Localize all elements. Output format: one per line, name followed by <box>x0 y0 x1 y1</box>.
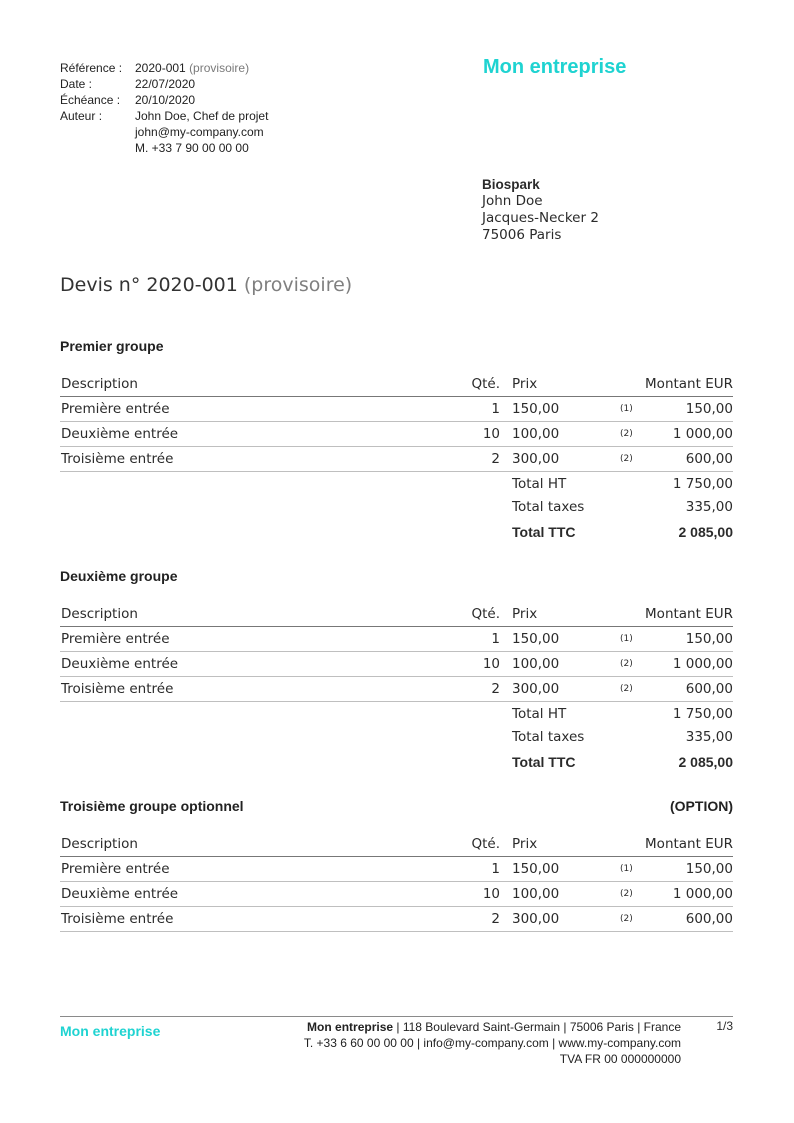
total-ttc-value: 2 085,00 <box>678 524 733 540</box>
page-footer <box>60 1016 733 1066</box>
group-header <box>60 798 733 818</box>
item-description: Deuxième entrée <box>61 886 179 902</box>
total-ht-label: Total HT <box>512 475 567 492</box>
company-logo-text: Mon entreprise <box>483 56 627 78</box>
total-ht-label: Total HT <box>512 705 567 722</box>
total-ttc-value: 2 085,00 <box>678 754 733 770</box>
item-tax-note: (2) <box>620 914 633 924</box>
item-price: 100,00 <box>512 656 560 672</box>
table-row <box>60 397 733 422</box>
item-amount: 1 000,00 <box>672 426 733 442</box>
col-description: Description <box>61 606 138 622</box>
footer-vat: TVA FR 00 000000000 <box>559 1052 681 1066</box>
item-qty: 10 <box>482 426 500 442</box>
group-header <box>60 568 733 588</box>
author-label: Auteur : <box>60 109 103 123</box>
item-qty: 2 <box>491 451 500 467</box>
items-table <box>60 832 733 932</box>
reference-number: 2020-001 <box>135 61 186 75</box>
total-ht-row <box>60 472 733 495</box>
total-ht-value: 1 750,00 <box>672 705 733 722</box>
due-value: 20/10/2020 <box>135 93 196 107</box>
col-qty: Qté. <box>471 606 500 622</box>
meta-author-row <box>60 108 268 156</box>
col-description: Description <box>61 836 138 852</box>
table-row <box>60 627 733 652</box>
item-tax-note: (1) <box>620 404 633 414</box>
col-price: Prix <box>512 376 538 392</box>
total-tax-value: 335,00 <box>685 728 733 745</box>
document-title <box>60 274 352 296</box>
col-description: Description <box>61 376 138 392</box>
document-meta <box>60 60 268 156</box>
option-badge: (OPTION) <box>670 798 733 814</box>
footer-company-info <box>304 1019 681 1067</box>
total-ttc-row <box>60 518 733 546</box>
item-amount: 1 000,00 <box>672 886 733 902</box>
table-row <box>60 907 733 932</box>
reference-label: Référence : <box>60 61 123 75</box>
group-title: Troisième groupe optionnel <box>60 798 244 814</box>
client-street: Jacques-Necker 2 <box>482 210 599 226</box>
col-qty: Qté. <box>471 836 500 852</box>
item-tax-note: (1) <box>620 864 633 874</box>
item-description: Première entrée <box>61 401 170 417</box>
date-value: 22/07/2020 <box>135 77 196 91</box>
item-amount: 600,00 <box>685 451 733 467</box>
items-table <box>60 372 733 546</box>
table-header-row <box>60 372 733 397</box>
item-amount: 150,00 <box>685 861 733 877</box>
footer-brand: Mon entreprise <box>60 1023 161 1039</box>
total-ttc-label: Total TTC <box>512 524 576 540</box>
item-qty: 10 <box>482 656 500 672</box>
total-tax-row <box>60 495 733 518</box>
total-tax-value: 335,00 <box>685 498 733 515</box>
item-tax-note: (2) <box>620 684 633 694</box>
item-description: Troisième entrée <box>61 451 174 467</box>
item-price: 150,00 <box>512 861 560 877</box>
due-label: Échéance : <box>60 93 121 107</box>
table-header-row <box>60 602 733 627</box>
item-qty: 2 <box>491 681 500 697</box>
item-description: Première entrée <box>61 631 170 647</box>
meta-due-row <box>60 92 268 108</box>
col-price: Prix <box>512 836 538 852</box>
table-row <box>60 857 733 882</box>
meta-reference-row <box>60 60 268 76</box>
table-row <box>60 447 733 472</box>
footer-company-name: Mon entreprise <box>307 1020 394 1034</box>
page-number: 1/3 <box>716 1019 733 1033</box>
author-phone: M. +33 7 90 00 00 00 <box>135 141 249 155</box>
item-price: 300,00 <box>512 911 560 927</box>
item-description: Troisième entrée <box>61 911 174 927</box>
item-amount: 600,00 <box>685 911 733 927</box>
title-status: (provisoire) <box>243 274 353 296</box>
col-qty: Qté. <box>471 376 500 392</box>
total-tax-label: Total taxes <box>512 498 585 515</box>
item-amount: 150,00 <box>685 631 733 647</box>
item-price: 100,00 <box>512 426 560 442</box>
items-table <box>60 602 733 776</box>
item-qty: 1 <box>491 401 500 417</box>
total-ht-value: 1 750,00 <box>672 475 733 492</box>
client-city: 75006 Paris <box>482 227 562 243</box>
client-company: Biospark <box>482 177 540 192</box>
footer-address-line <box>304 1019 681 1035</box>
group-troisieme-optionnel <box>60 798 733 932</box>
reference-value <box>135 60 249 76</box>
item-price: 100,00 <box>512 886 560 902</box>
item-description: Troisième entrée <box>61 681 174 697</box>
total-tax-label: Total taxes <box>512 728 585 745</box>
col-price: Prix <box>512 606 538 622</box>
author-name: John Doe, Chef de projet <box>135 109 269 123</box>
item-tax-note: (2) <box>620 659 633 669</box>
item-amount: 150,00 <box>685 401 733 417</box>
table-row <box>60 677 733 702</box>
author-email: john@my-company.com <box>135 125 264 139</box>
item-qty: 2 <box>491 911 500 927</box>
item-description: Deuxième entrée <box>61 656 179 672</box>
item-tax-note: (2) <box>620 429 633 439</box>
item-description: Deuxième entrée <box>61 426 179 442</box>
group-header <box>60 338 733 358</box>
col-amount: Montant EUR <box>645 376 733 392</box>
date-label: Date : <box>60 77 93 91</box>
item-qty: 1 <box>491 861 500 877</box>
table-header-row <box>60 832 733 857</box>
total-tax-row <box>60 725 733 748</box>
item-tax-note: (1) <box>620 634 633 644</box>
total-ttc-row <box>60 748 733 776</box>
item-price: 300,00 <box>512 681 560 697</box>
col-amount: Montant EUR <box>645 836 733 852</box>
author-details <box>135 108 268 156</box>
table-row <box>60 422 733 447</box>
item-qty: 10 <box>482 886 500 902</box>
item-description: Première entrée <box>61 861 170 877</box>
item-tax-note: (2) <box>620 889 633 899</box>
item-amount: 600,00 <box>685 681 733 697</box>
footer-address: | 118 Boulevard Saint-Germain | 75006 Paris | France <box>393 1020 681 1034</box>
table-row <box>60 652 733 677</box>
client-contact: John Doe <box>482 193 543 209</box>
item-price: 300,00 <box>512 451 560 467</box>
total-ttc-label: Total TTC <box>512 754 576 770</box>
item-price: 150,00 <box>512 401 560 417</box>
group-title: Deuxième groupe <box>60 568 178 584</box>
item-price: 150,00 <box>512 631 560 647</box>
meta-date-row <box>60 76 268 92</box>
client-address <box>482 176 599 244</box>
table-row <box>60 882 733 907</box>
item-qty: 1 <box>491 631 500 647</box>
title-main: Devis n° 2020-001 <box>60 274 238 296</box>
reference-status: (provisoire) <box>189 61 250 75</box>
total-ht-row <box>60 702 733 725</box>
item-tax-note: (2) <box>620 454 633 464</box>
item-amount: 1 000,00 <box>672 656 733 672</box>
col-amount: Montant EUR <box>645 606 733 622</box>
footer-contact: T. +33 6 60 00 00 00 | info@my-company.com | www.my-company.com <box>303 1036 681 1050</box>
group-title: Premier groupe <box>60 338 164 354</box>
group-deuxieme <box>60 568 733 776</box>
group-premier <box>60 338 733 546</box>
